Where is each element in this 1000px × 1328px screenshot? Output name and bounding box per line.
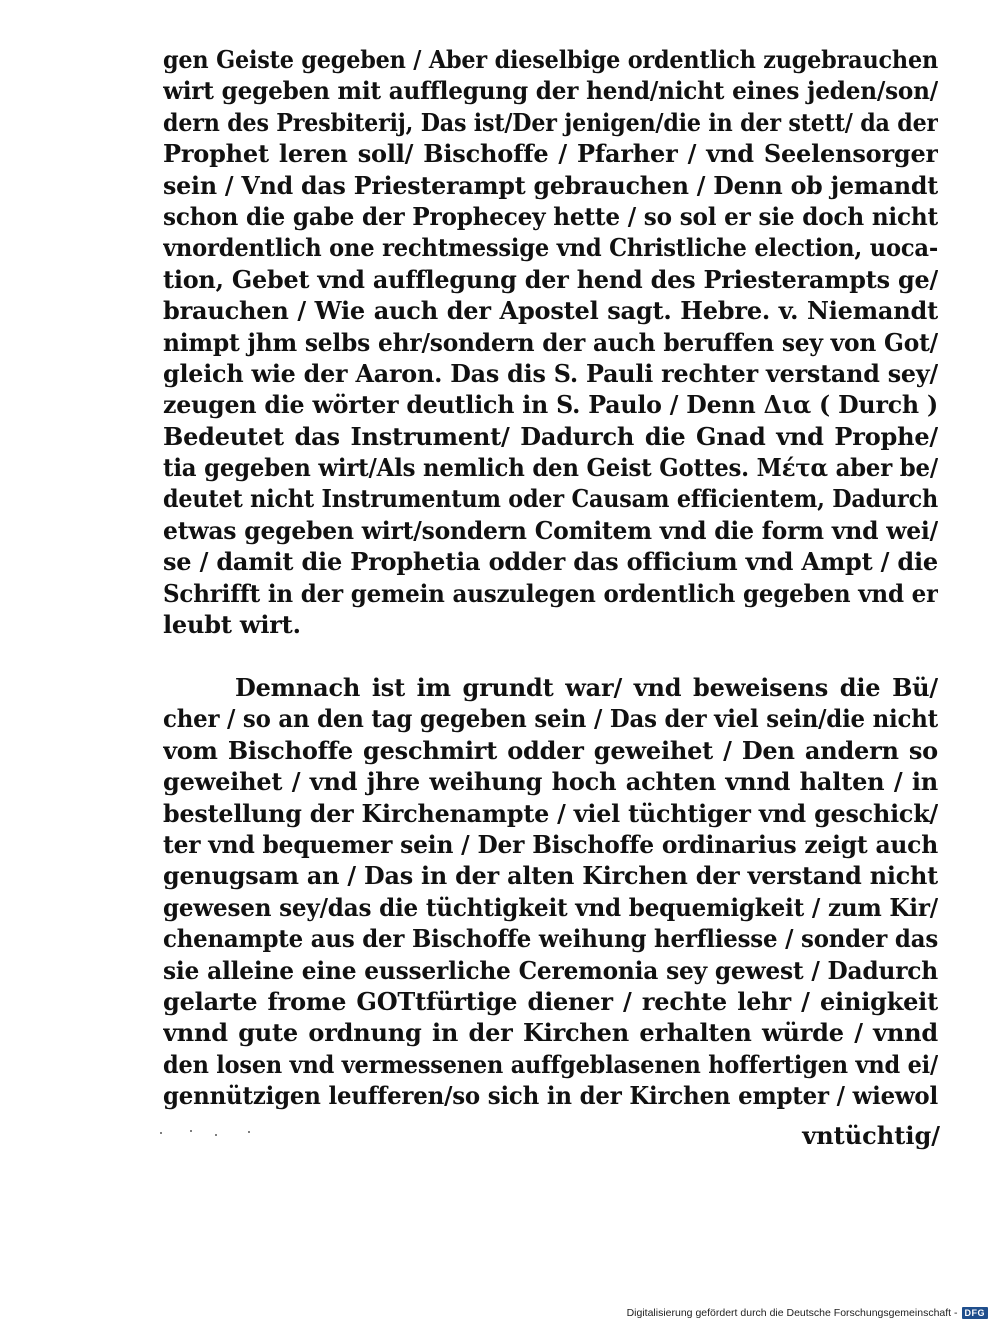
text-line: deutet nicht Instrumentum oder Causam efficientem, Dadurch xyxy=(163,484,938,514)
text-line: nimpt jhm selbs ehr/sondern der auch beruffen sey von Got/ xyxy=(163,327,938,357)
text-line: zeugen die wörter deutlich in S. Paulo / Denn Δια ( Durch ) xyxy=(163,390,938,420)
text-line: dern des Presbiterij, Das ist/Der jenigen/die in der stett/ da der xyxy=(163,107,938,137)
text-line: ter vnd bequemer sein / Der Bischoffe ordinarius zeigt auch xyxy=(163,829,938,859)
text-line: Demnach ist im grundt war/ vnd beweisens die Bü/ xyxy=(235,673,938,702)
text-line: wirt gegeben mit aufflegung der hend/nicht eines jeden/son/ xyxy=(163,76,938,106)
paragraph-1 xyxy=(163,44,938,640)
footer-credit: Digitalisierung gefördert durch die Deutsche Forschungsgemeinschaft - xyxy=(626,1307,958,1319)
dfg-logo-icon: DFG xyxy=(962,1307,989,1319)
text-line: etwas gegeben wirt/sondern Comitem vnd die form vnd wei/ xyxy=(163,515,938,545)
text-line: se / damit die Prophetia odder das officium vnd Ampt / die xyxy=(163,547,938,577)
text-line: vnordentlich one rechtmessige vnd Christliche election, uoca- xyxy=(163,233,938,263)
text-line: chenampte aus der Bischoffe weihung herfliesse / sonder das xyxy=(163,924,938,954)
text-line: tia gegeben wirt/Als nemlich den Geist Gottes. Μέτα aber be/ xyxy=(163,453,938,483)
text-line: gewesen sey/das die tüchtigkeit vnd bequemigkeit / zum Kir/ xyxy=(163,892,938,922)
text-line: cher / so an den tag gegeben sein / Das der viel sein/die nicht xyxy=(163,704,938,734)
text-line: schon die gabe der Prophecey hette / so sol er sie doch nicht xyxy=(163,201,938,231)
text-line: sie alleine eine eusserliche Ceremonia sey gewest / Dadurch xyxy=(163,955,938,985)
text-line: brauchen / Wie auch der Apostel sagt. Hebre. v. Niemandt xyxy=(163,296,938,326)
paragraph-2 xyxy=(163,672,938,1111)
text-line: gelarte frome GOTtfürtige diener / rechte lehr / einigkeit xyxy=(163,986,938,1016)
print-specks xyxy=(160,1128,280,1138)
text-line: tion, Gebet vnd aufflegung der hend des Priesterampts ge/ xyxy=(163,264,938,294)
text-line: Bedeutet das Instrument/ Dadurch die Gnad vnd Prophe/ xyxy=(163,421,938,451)
text-line: leubt wirt. xyxy=(163,610,301,640)
text-line: gleich wie der Aaron. Das dis S. Pauli rechter verstand sey/ xyxy=(163,358,938,388)
text-line: vnnd gute ordnung in der Kirchen erhalten würde / vnnd xyxy=(163,1018,938,1048)
text-line: den losen vnd vermessenen auffgeblasenen hoffertigen vnd ei/ xyxy=(163,1049,938,1079)
text-line: vom Bischoffe geschmirt odder geweihet / Den andern so xyxy=(163,735,938,765)
text-line: gen Geiste gegeben / Aber dieselbige ordentlich zugebrauchen xyxy=(163,45,938,74)
text-line: genugsam an / Das in der alten Kirchen der verstand nicht xyxy=(163,861,938,891)
text-line: gennützigen leufferen/so sich in der Kirchen empter / wiewol xyxy=(163,1081,938,1111)
text-line: geweihet / vnd jhre weihung hoch achten vnnd halten / in xyxy=(163,767,938,797)
text-line: Prophet leren soll/ Bischoffe / Pfarher / vnd Seelensorger xyxy=(163,139,938,169)
text-line: sein / Vnd das Priesterampt gebrauchen / Denn ob jemandt xyxy=(163,170,938,200)
catchword: vntüchtig/ xyxy=(802,1121,940,1150)
text-line: Schrifft in der gemein auszulegen ordentlich gegeben vnd er xyxy=(163,578,938,608)
digitization-footer xyxy=(627,1304,988,1322)
text-line: bestellung der Kirchenampte / viel tüchtiger vnd geschick/ xyxy=(163,798,938,828)
